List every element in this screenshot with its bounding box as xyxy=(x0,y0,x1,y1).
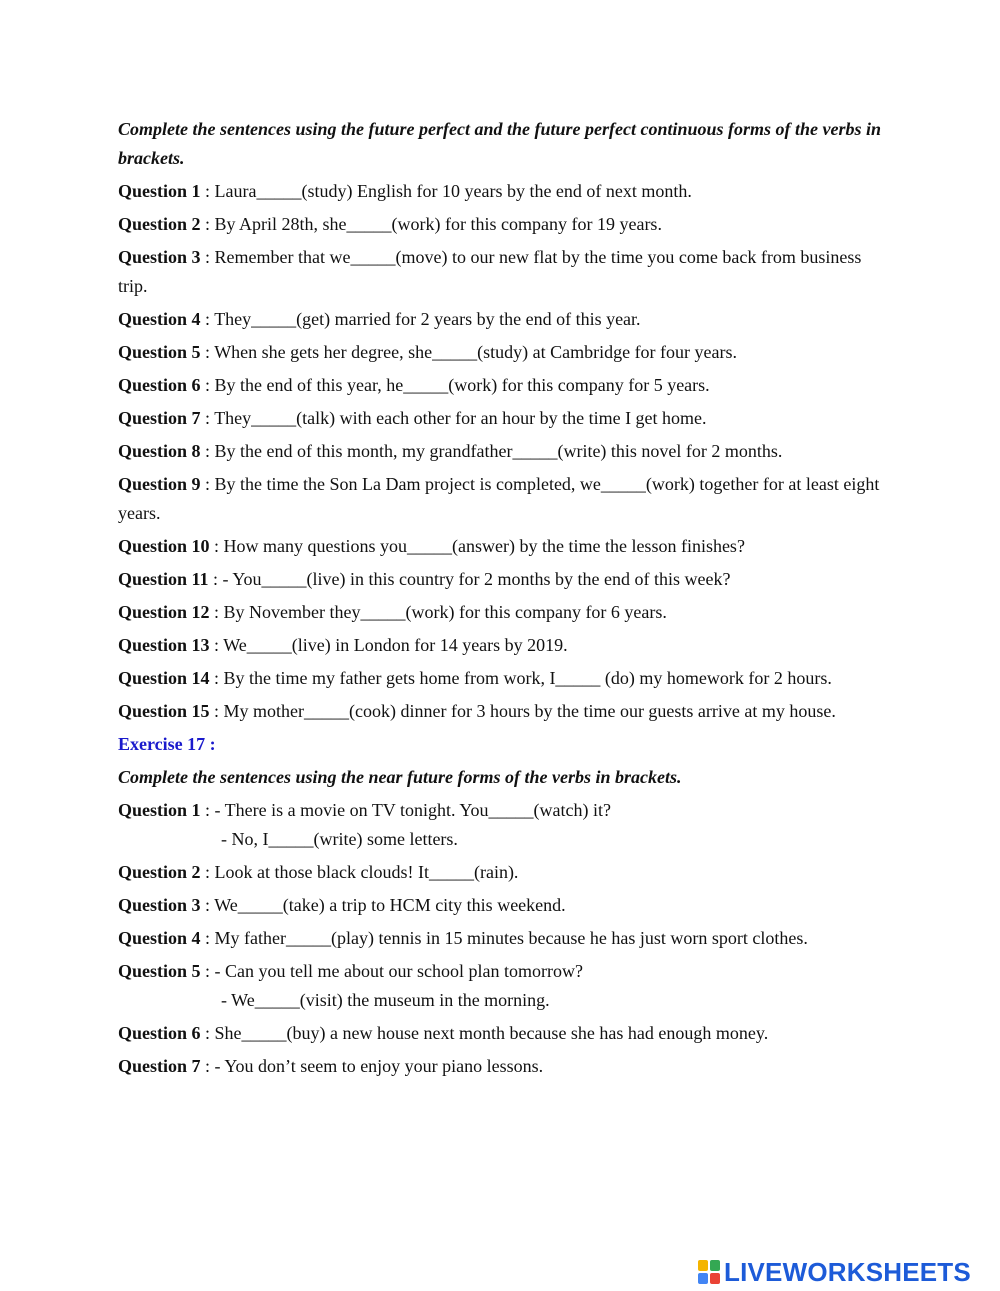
question-text: : My father_____(play) tennis in 15 minutes because he has just worn sport clothes. xyxy=(200,928,808,948)
question-text: : By the end of this year, he_____(work) for this company for 5 years. xyxy=(200,375,710,395)
logo-tile-icon xyxy=(710,1260,720,1271)
question-item xyxy=(118,858,888,887)
question-item xyxy=(118,697,888,726)
question-item xyxy=(118,957,888,1015)
question-label: Question 2 xyxy=(118,214,201,234)
question-item xyxy=(118,565,888,594)
question-text: : Laura_____(study) English for 10 years by the end of next month. xyxy=(200,181,692,201)
question-item xyxy=(118,924,888,953)
section-b-instruction: Complete the sentences using the near future forms of the verbs in brackets. xyxy=(118,767,682,787)
question-item xyxy=(118,210,888,239)
exercise-title: Exercise 17 : xyxy=(118,734,216,754)
question-item xyxy=(118,598,888,627)
question-label: Question 1 xyxy=(118,181,201,201)
question-text: : She_____(buy) a new house next month because she has had enough money. xyxy=(200,1023,769,1043)
question-label: Question 13 xyxy=(118,635,210,655)
question-label: Question 3 xyxy=(118,247,201,267)
question-text: : By the time my father gets home from work, I_____ (do) my homework for 2 hours. xyxy=(209,668,832,688)
question-text: : My mother_____(cook) dinner for 3 hours by the time our guests arrive at my house. xyxy=(209,701,836,721)
question-item xyxy=(118,891,888,920)
logo-tile-icon xyxy=(698,1273,708,1284)
question-item xyxy=(118,338,888,367)
section-a-questions xyxy=(118,177,888,726)
question-label: Question 5 xyxy=(118,961,201,981)
section-a-instruction: Complete the sentences using the future perfect and the future perfect continuous forms of the verbs in brackets. xyxy=(118,119,882,168)
question-label: Question 6 xyxy=(118,375,201,395)
question-text: : By the end of this month, my grandfather_____(write) this novel for 2 months. xyxy=(200,441,783,461)
question-label: Question 5 xyxy=(118,342,201,362)
question-text: : How many questions you_____(answer) by the time the lesson finishes? xyxy=(209,536,745,556)
question-label: Question 3 xyxy=(118,895,201,915)
question-label: Question 7 xyxy=(118,1056,201,1076)
question-item xyxy=(118,1052,888,1081)
question-text: : We_____(take) a trip to HCM city this weekend. xyxy=(200,895,566,915)
question-text: : Remember that we_____(move) to our new flat by the time you come back from business trip. xyxy=(118,247,862,296)
section-b-questions xyxy=(118,796,888,1081)
question-label: Question 6 xyxy=(118,1023,201,1043)
question-label: Question 4 xyxy=(118,928,201,948)
question-item xyxy=(118,532,888,561)
question-text: : By April 28th, she_____(work) for this company for 19 years. xyxy=(200,214,662,234)
question-item xyxy=(118,664,888,693)
question-item xyxy=(118,305,888,334)
question-text: : They_____(talk) with each other for an hour by the time I get home. xyxy=(200,408,707,428)
question-text: : By the time the Son La Dam project is completed, we_____(work) together for at least eight years. xyxy=(118,474,880,523)
question-text: : Look at those black clouds! It_____(rain). xyxy=(200,862,519,882)
question-item xyxy=(118,470,888,528)
liveworksheets-logo-icon xyxy=(698,1260,720,1284)
logo-tile-icon xyxy=(710,1273,720,1284)
question-text: : - You_____(live) in this country for 2 months by the end of this week? xyxy=(208,569,731,589)
question-sub-line: - We_____(visit) the museum in the morning. xyxy=(221,990,550,1010)
question-label: Question 2 xyxy=(118,862,201,882)
question-label: Question 9 xyxy=(118,474,201,494)
question-label: Question 1 xyxy=(118,800,201,820)
question-item xyxy=(118,243,888,301)
question-label: Question 12 xyxy=(118,602,210,622)
question-label: Question 8 xyxy=(118,441,201,461)
worksheet-page xyxy=(118,115,888,1085)
question-text: : By November they_____(work) for this company for 6 years. xyxy=(209,602,667,622)
question-label: Question 10 xyxy=(118,536,210,556)
question-item xyxy=(118,437,888,466)
question-text: : - You don’t seem to enjoy your piano lessons. xyxy=(200,1056,544,1076)
question-text: : - There is a movie on TV tonight. You_____(watch) it? xyxy=(200,800,611,820)
question-text: : - Can you tell me about our school plan tomorrow? xyxy=(200,961,583,981)
question-item xyxy=(118,404,888,433)
question-item xyxy=(118,631,888,660)
question-label: Question 15 xyxy=(118,701,210,721)
question-label: Question 4 xyxy=(118,309,201,329)
logo-text: LIVEWORKSHEETS xyxy=(724,1256,971,1287)
question-text: : They_____(get) married for 2 years by the end of this year. xyxy=(200,309,641,329)
question-item xyxy=(118,177,888,206)
question-item xyxy=(118,796,888,854)
question-item xyxy=(118,371,888,400)
question-item xyxy=(118,1019,888,1048)
question-sub-line: - No, I_____(write) some letters. xyxy=(221,829,458,849)
question-text: : We_____(live) in London for 14 years by 2019. xyxy=(209,635,568,655)
liveworksheets-logo xyxy=(698,1258,971,1286)
logo-tile-icon xyxy=(698,1260,708,1271)
question-label: Question 14 xyxy=(118,668,210,688)
question-text: : When she gets her degree, she_____(study) at Cambridge for four years. xyxy=(200,342,738,362)
question-label: Question 7 xyxy=(118,408,201,428)
question-label: Question 11 xyxy=(118,569,209,589)
